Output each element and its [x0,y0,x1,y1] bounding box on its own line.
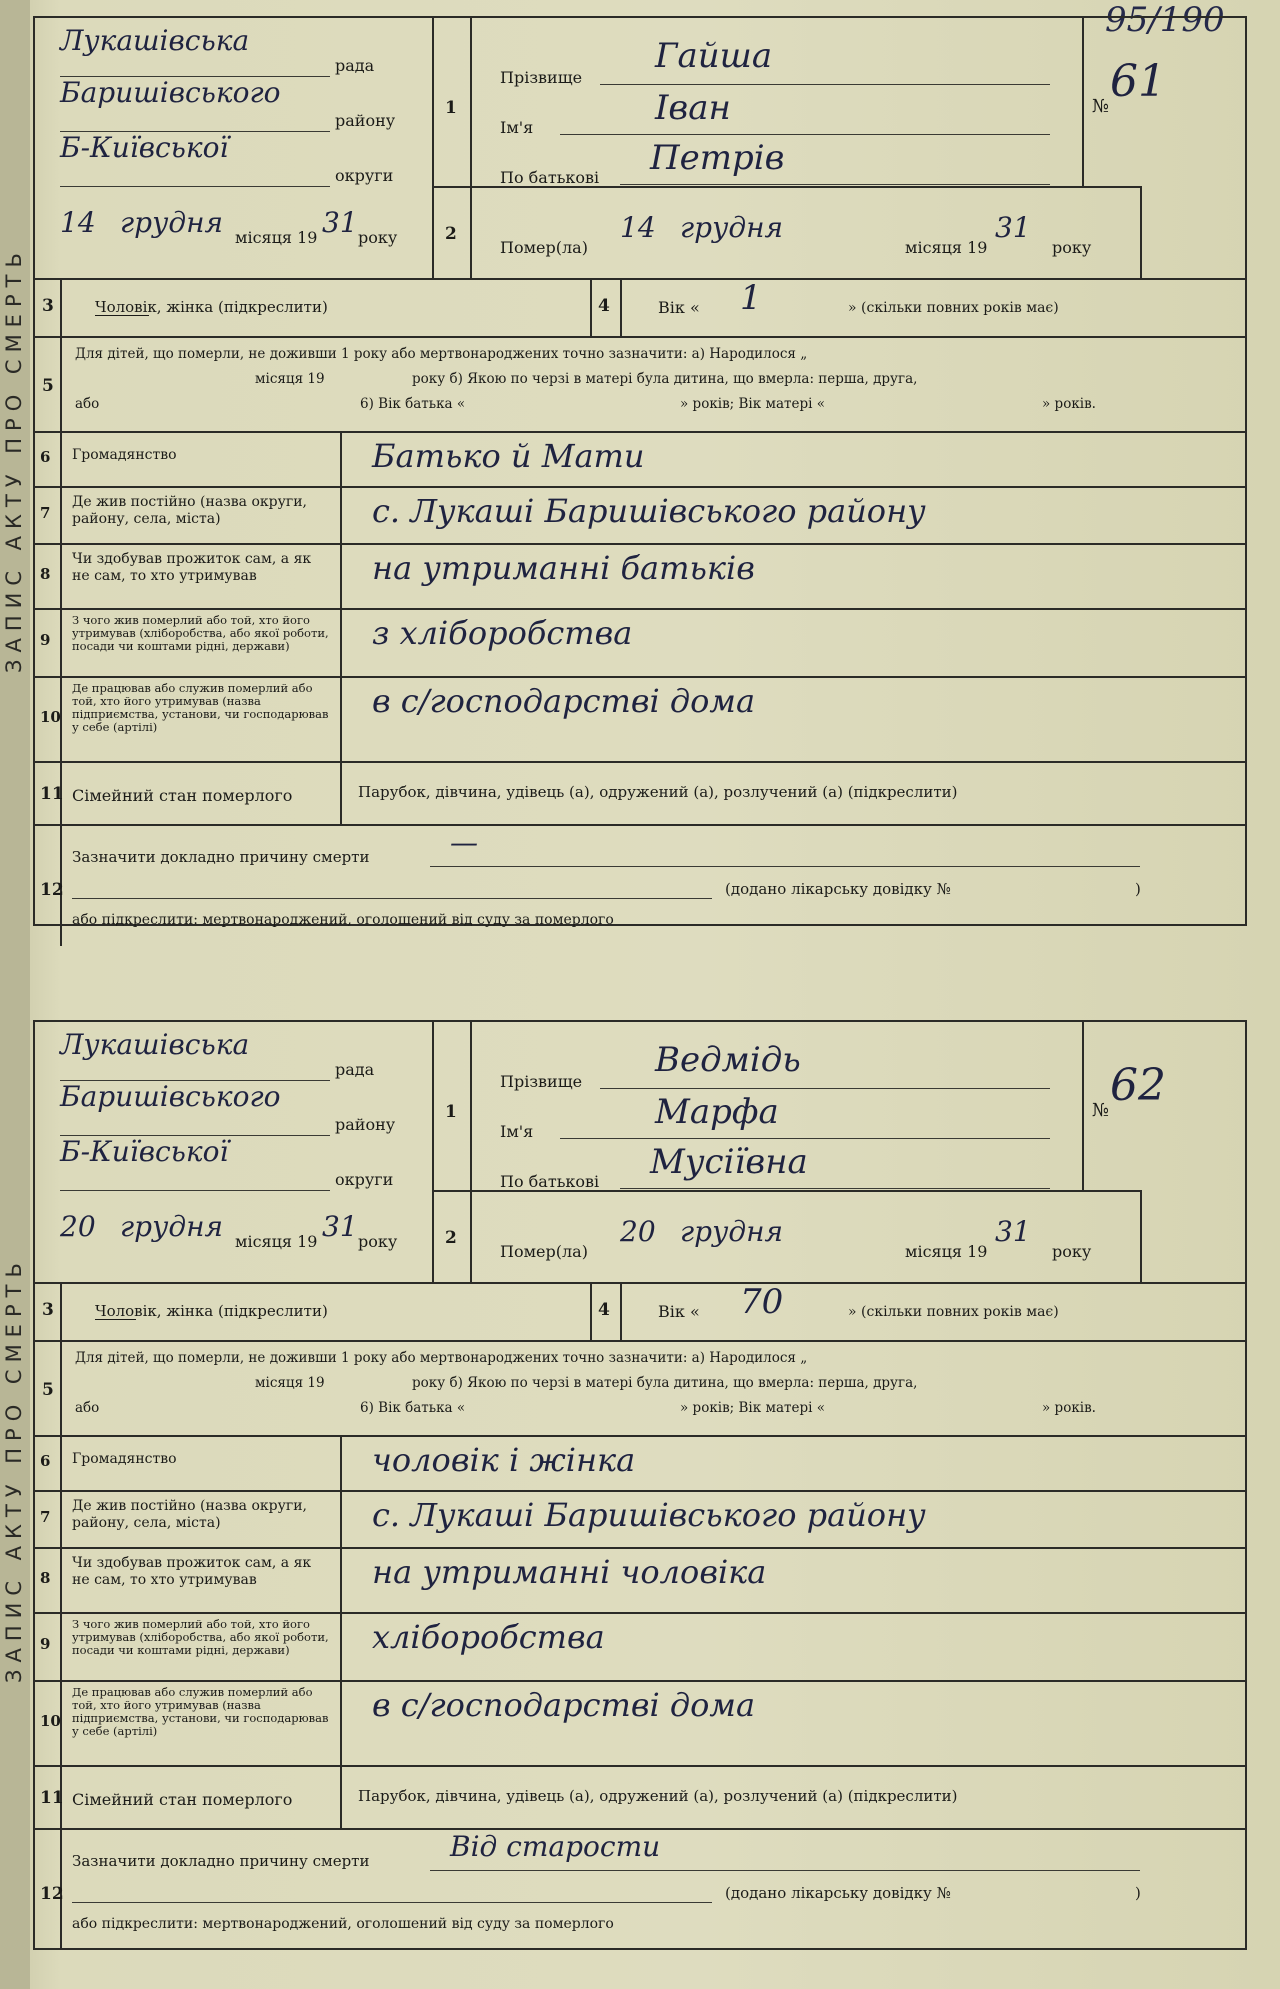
surname-value: Ведмідь [655,1040,801,1080]
name-value: Іван [655,88,731,128]
marital-options: Парубок, дівчина, удівець (а), одружений (а), розлучений (а) (підкреслити) [358,1787,958,1805]
children-line-3a: або [75,396,100,412]
surname-label: Прізвище [500,1072,583,1091]
grid-line [35,1490,1247,1492]
residence-value: с. Лукаші Баришівського району [372,492,926,530]
died-month-value: грудня [680,1215,784,1248]
patronymic-label: По батькові [500,168,600,187]
surname-value: Гайша [655,36,773,76]
citizenship-value: Батько й Мати [372,437,645,475]
age-value: 70 [740,1282,784,1322]
died-roku-label: року [1052,238,1092,257]
patronymic-label: По батькові [500,1172,600,1191]
row-number-6: 6 [40,447,51,466]
died-day-value: 14 [620,211,656,244]
row-number-7: 7 [40,1507,51,1526]
grid-line [35,608,1247,610]
number-label: № [1092,1100,1110,1121]
grid-line [470,16,472,278]
cert-label: (додано лікарську довідку № [725,1884,951,1902]
archive-number: 95/190 [1105,0,1225,40]
surname-label: Прізвище [500,68,583,87]
source-value: з хліборобства [372,614,633,652]
died-year-value: 31 [995,1215,1031,1248]
row-number-3: 3 [42,296,54,316]
grid-line [35,336,1247,338]
citizenship-value: чоловік і жінка [372,1441,636,1479]
sex-underlined [95,1304,136,1320]
reg-month-value: грудня [120,1210,224,1243]
record-number: 62 [1110,1060,1166,1111]
row-number-6: 6 [40,1451,51,1470]
grid-line [620,278,622,336]
reg-roku-label: року [358,228,398,247]
cause-label: Зазначити докладно причину смерти [72,848,370,866]
row-number-10: 10 [40,707,61,726]
grid-line [60,278,62,946]
source-label: З чого жив померлий або той, хто його утримував (хліборобства, або якої роботи, посади чи коштами рідні, держави) [72,1617,329,1657]
marital-label: Сімейний стан померлого [72,786,293,805]
citizenship-label: Громадянство [72,447,177,463]
patronymic-value: Петрів [650,138,785,178]
grid-line [60,1282,62,1950]
workplace-label: Де працював або служив померлий або той, хто його утримував (назва підприємства, установи, чи господарював у себе (артілі) [72,1685,329,1738]
record-card-62 [0,1020,1280,1950]
row-number-8: 8 [40,564,51,583]
livelihood-value: на утриманні батьків [372,549,755,587]
marital-label: Сімейний стан померлого [72,1790,293,1809]
dotted-line [430,1870,1140,1871]
name-label: Ім'я [500,1122,534,1141]
age-suffix: » (скільки повних років має) [848,1304,1059,1320]
residence-label: Де жив постійно (назва округи, району, села, міста) [72,1498,307,1531]
sex-underlined [95,300,149,316]
cert-close: ) [1135,880,1141,898]
children-line-3c: » років; Вік матері « [680,1400,825,1416]
citizenship-label: Громадянство [72,1451,177,1467]
sex-label: Чоловік, жінка (підкреслити) [95,298,328,316]
grid-line [35,676,1247,678]
livelihood-label: Чи здобував прожиток сам, а як не сам, то хто утримував [72,551,312,584]
cause-label: Зазначити докладно причину смерти [72,1852,370,1870]
dotted-line [560,1138,1050,1139]
source-label: З чого жив померлий або той, хто його утримував (хліборобства, або якої роботи, посади чи коштами рідні, держави) [72,613,329,653]
children-line-1: Для дітей, що померли, не доживши 1 року або мертвонароджених точно зазначити: а) Народилося „ [75,1350,808,1366]
children-line-2: місяця 19 [255,371,325,387]
row-number-1: 1 [445,98,457,118]
dotted-line [620,184,1050,185]
died-month-value: грудня [680,211,784,244]
age-suffix: » (скільки повних років має) [848,300,1059,316]
grid-line [432,16,434,278]
row-number-11: 11 [40,1788,64,1808]
workplace-value: в с/господарстві дома [372,1686,756,1724]
grid-line [35,543,1247,545]
died-label: Помер(ла) [500,1242,588,1261]
age-value: 1 [740,278,762,318]
row-number-3: 3 [42,1300,54,1320]
age-label: Вік « [658,298,700,317]
children-line-3d: » років. [1042,1400,1096,1416]
reg-year-value: 31 [322,1210,358,1243]
grid-line [35,824,1247,826]
row-number-7: 7 [40,503,51,522]
row-number-4: 4 [598,1300,610,1320]
district-value: Баришівського [60,1080,281,1113]
record-number: 61 [1110,56,1166,107]
reg-year-value: 31 [322,206,358,239]
cert-close: ) [1135,1884,1141,1902]
council-value: Лукашівська [60,24,250,57]
reg-day-value: 20 [60,1210,96,1243]
grid-line [35,1282,1247,1284]
margin-label-bottom: ЗАПИС АКТУ ПРО СМЕРТЬ [2,1256,26,1684]
died-roku-label: року [1052,1242,1092,1261]
row-number-9: 9 [40,1635,51,1653]
died-year-value: 31 [995,211,1031,244]
died-month-label: місяця 19 [905,1242,988,1261]
residence-value: с. Лукаші Баришівського району [372,1496,926,1534]
raion-label: району [335,1115,396,1134]
reg-month-label: місяця 19 [235,1232,318,1251]
workplace-label: Де працював або служив померлий або той, хто його утримував (назва підприємства, установи, чи господарював у себе (артілі) [72,681,329,734]
grid-line [35,1765,1247,1767]
age-label: Вік « [658,1302,700,1321]
grid-line [1082,1020,1084,1190]
row-number-8: 8 [40,1568,51,1587]
grid-line [590,278,592,336]
children-line-3a: або [75,1400,100,1416]
grid-line [35,1340,1247,1342]
children-line-2b: року б) Якою по черзі в матері була дитина, що вмерла: перша, друга, [412,371,918,387]
okrug-value: Б-Київської [60,1135,229,1168]
reg-roku-label: року [358,1232,398,1251]
grid-line [432,1020,434,1282]
dotted-line [560,134,1050,135]
row-number-4: 4 [598,296,610,316]
dotted-line [72,1902,712,1903]
livelihood-value: на утриманні чоловіка [372,1553,767,1591]
row-number-2: 2 [445,1228,457,1248]
reg-month-value: грудня [120,206,224,239]
grid-line [620,1282,622,1340]
children-line-2b: року б) Якою по черзі в матері була дитина, що вмерла: перша, друга, [412,1375,918,1391]
grid-line [340,1435,342,1828]
number-label: № [1092,96,1110,117]
grid-line [35,1435,1247,1437]
row-number-2: 2 [445,224,457,244]
dotted-line [60,1190,330,1191]
children-line-3b: 6) Вік батька « [360,396,466,412]
row-number-5: 5 [42,376,54,396]
name-label: Ім'я [500,118,534,137]
residence-label: Де жив постійно (назва округи, району, села, міста) [72,494,307,527]
cert-label: (додано лікарську довідку № [725,880,951,898]
cause-value: Від старости [450,1830,661,1863]
grid-line [35,1547,1247,1549]
row-number-1: 1 [445,1102,457,1122]
cause-value: — [450,826,478,859]
dotted-line [430,866,1140,867]
council-value: Лукашівська [60,1028,250,1061]
died-label: Помер(ла) [500,238,588,257]
died-day-value: 20 [620,1215,656,1248]
grid-line [35,761,1247,763]
grid-line [1082,16,1084,186]
row-number-12: 12 [40,1884,64,1904]
district-value: Баришівського [60,76,281,109]
row-number-5: 5 [42,1380,54,1400]
died-month-label: місяця 19 [905,238,988,257]
row-number-11: 11 [40,784,64,804]
sex-label: Чоловік, жінка (підкреслити) [95,1302,328,1320]
grid-line [590,1282,592,1340]
stillborn-label: або підкреслити: мертвонароджений, оголошений від суду за померлого [72,1916,614,1932]
row-number-10: 10 [40,1711,61,1730]
margin-label-top: ЗАПИС АКТУ ПРО СМЕРТЬ [2,246,26,674]
reg-month-label: місяця 19 [235,228,318,247]
grid-line [35,1612,1247,1614]
grid-line [35,278,1247,280]
dotted-line [620,1188,1050,1189]
grid-line [35,431,1247,433]
children-line-2: місяця 19 [255,1375,325,1391]
row-number-9: 9 [40,631,51,649]
patronymic-value: Мусіївна [650,1142,808,1182]
source-value: хліборобства [372,1618,605,1656]
stillborn-label: або підкреслити: мертвонароджений, оголошений від суду за померлого [72,912,614,928]
okrug-value: Б-Київської [60,131,229,164]
children-line-3d: » років. [1042,396,1096,412]
livelihood-label: Чи здобував прожиток сам, а як не сам, то хто утримував [72,1555,312,1588]
children-line-3b: 6) Вік батька « [360,1400,466,1416]
grid-line [1140,186,1142,278]
row-number-12: 12 [40,880,64,900]
rada-label: рада [335,1060,375,1079]
grid-line [340,431,342,824]
okrug-label: округи [335,166,394,185]
workplace-value: в с/господарстві дома [372,682,756,720]
dotted-line [600,1088,1050,1089]
dotted-line [60,186,330,187]
okrug-label: округи [335,1170,394,1189]
children-line-1: Для дітей, що померли, не доживши 1 року або мертвонароджених точно зазначити: а) Народилося „ [75,346,808,362]
grid-line [1140,1190,1142,1282]
rada-label: рада [335,56,375,75]
grid-line [35,1680,1247,1682]
children-line-3c: » років; Вік матері « [680,396,825,412]
reg-day-value: 14 [60,206,96,239]
name-value: Марфа [655,1092,779,1132]
grid-line [470,1020,472,1282]
dotted-line [72,898,712,899]
dotted-line [600,84,1050,85]
record-card-61 [0,0,1280,930]
raion-label: району [335,111,396,130]
marital-options: Парубок, дівчина, удівець (а), одружений (а), розлучений (а) (підкреслити) [358,783,958,801]
grid-line [35,486,1247,488]
